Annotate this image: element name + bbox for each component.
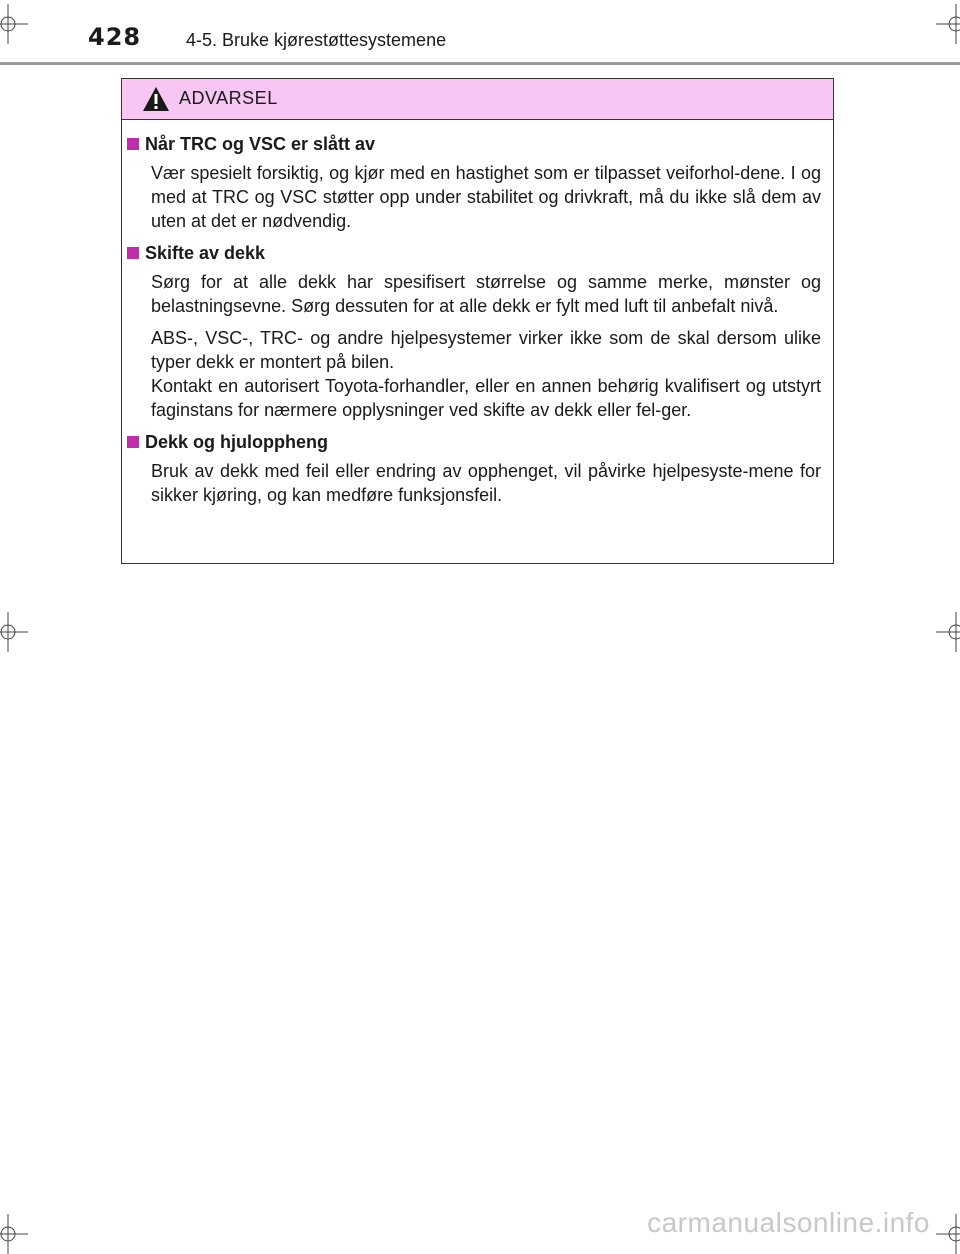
square-bullet-icon — [127, 138, 139, 150]
crop-mark-bottom-left — [0, 1214, 28, 1254]
item-heading-text: Skifte av dekk — [145, 243, 266, 263]
header-divider — [0, 62, 960, 65]
item-paragraph: Bruk av dekk med feil eller endring av opphenget, vil påvirke hjelpesyste-mene for sikker kjøring, og kan medføre funksjonsfeil. — [151, 461, 821, 505]
item-paragraph: Sørg for at alle dekk har spesifisert størrelse og samme merke, mønster og belastningsevne. Sørg dessuten for at alle dekk er fylt med luft til anbefalt nivå. — [151, 272, 821, 316]
warning-item-trc-vsc — [127, 132, 821, 233]
warning-triangle-icon — [142, 86, 170, 112]
section-title: 4-5. Bruke kjørestøttesystemene — [186, 30, 447, 50]
item-paragraph: ABS-, VSC-, TRC- og andre hjelpesystemer virker ikke som de skal dersom ulike typer dekk er montert på bilen. Kontakt en autorisert Toyota-forhandler, eller en annen behørig kvalifisert og utstyrt faginstans for nærmere opplysninger ved skifte av dekk eller fel-ger. — [151, 328, 821, 420]
item-paragraph: Vær spesielt forsiktig, og kjør med en hastighet som er tilpasset veiforhol-dene. I og med at TRC og VSC støtter opp under stabilitet og drivkraft, må du ikke slå dem av uten at det er nødvendig. — [151, 163, 821, 231]
item-heading-text: Når TRC og VSC er slått av — [145, 134, 376, 154]
square-bullet-icon — [127, 247, 139, 259]
crop-mark-top-left — [0, 4, 28, 44]
item-heading — [127, 430, 821, 454]
item-heading — [127, 132, 821, 156]
warning-item-suspension — [127, 430, 821, 507]
item-heading — [127, 241, 821, 265]
warning-header — [122, 79, 833, 120]
page-number: 428 — [88, 23, 142, 51]
item-heading-text: Dekk og hjuloppheng — [145, 432, 328, 452]
warning-item-tyres — [127, 241, 821, 422]
warning-box — [121, 78, 834, 564]
warning-title: ADVARSEL — [179, 88, 278, 108]
square-bullet-icon — [127, 436, 139, 448]
warning-body — [122, 120, 833, 507]
crop-mark-mid-right — [936, 612, 960, 652]
crop-mark-mid-left — [0, 612, 28, 652]
crop-mark-top-right — [936, 4, 960, 44]
crop-mark-bottom-right — [936, 1214, 960, 1254]
watermark-text: carmanualsonline.info — [647, 1207, 930, 1238]
